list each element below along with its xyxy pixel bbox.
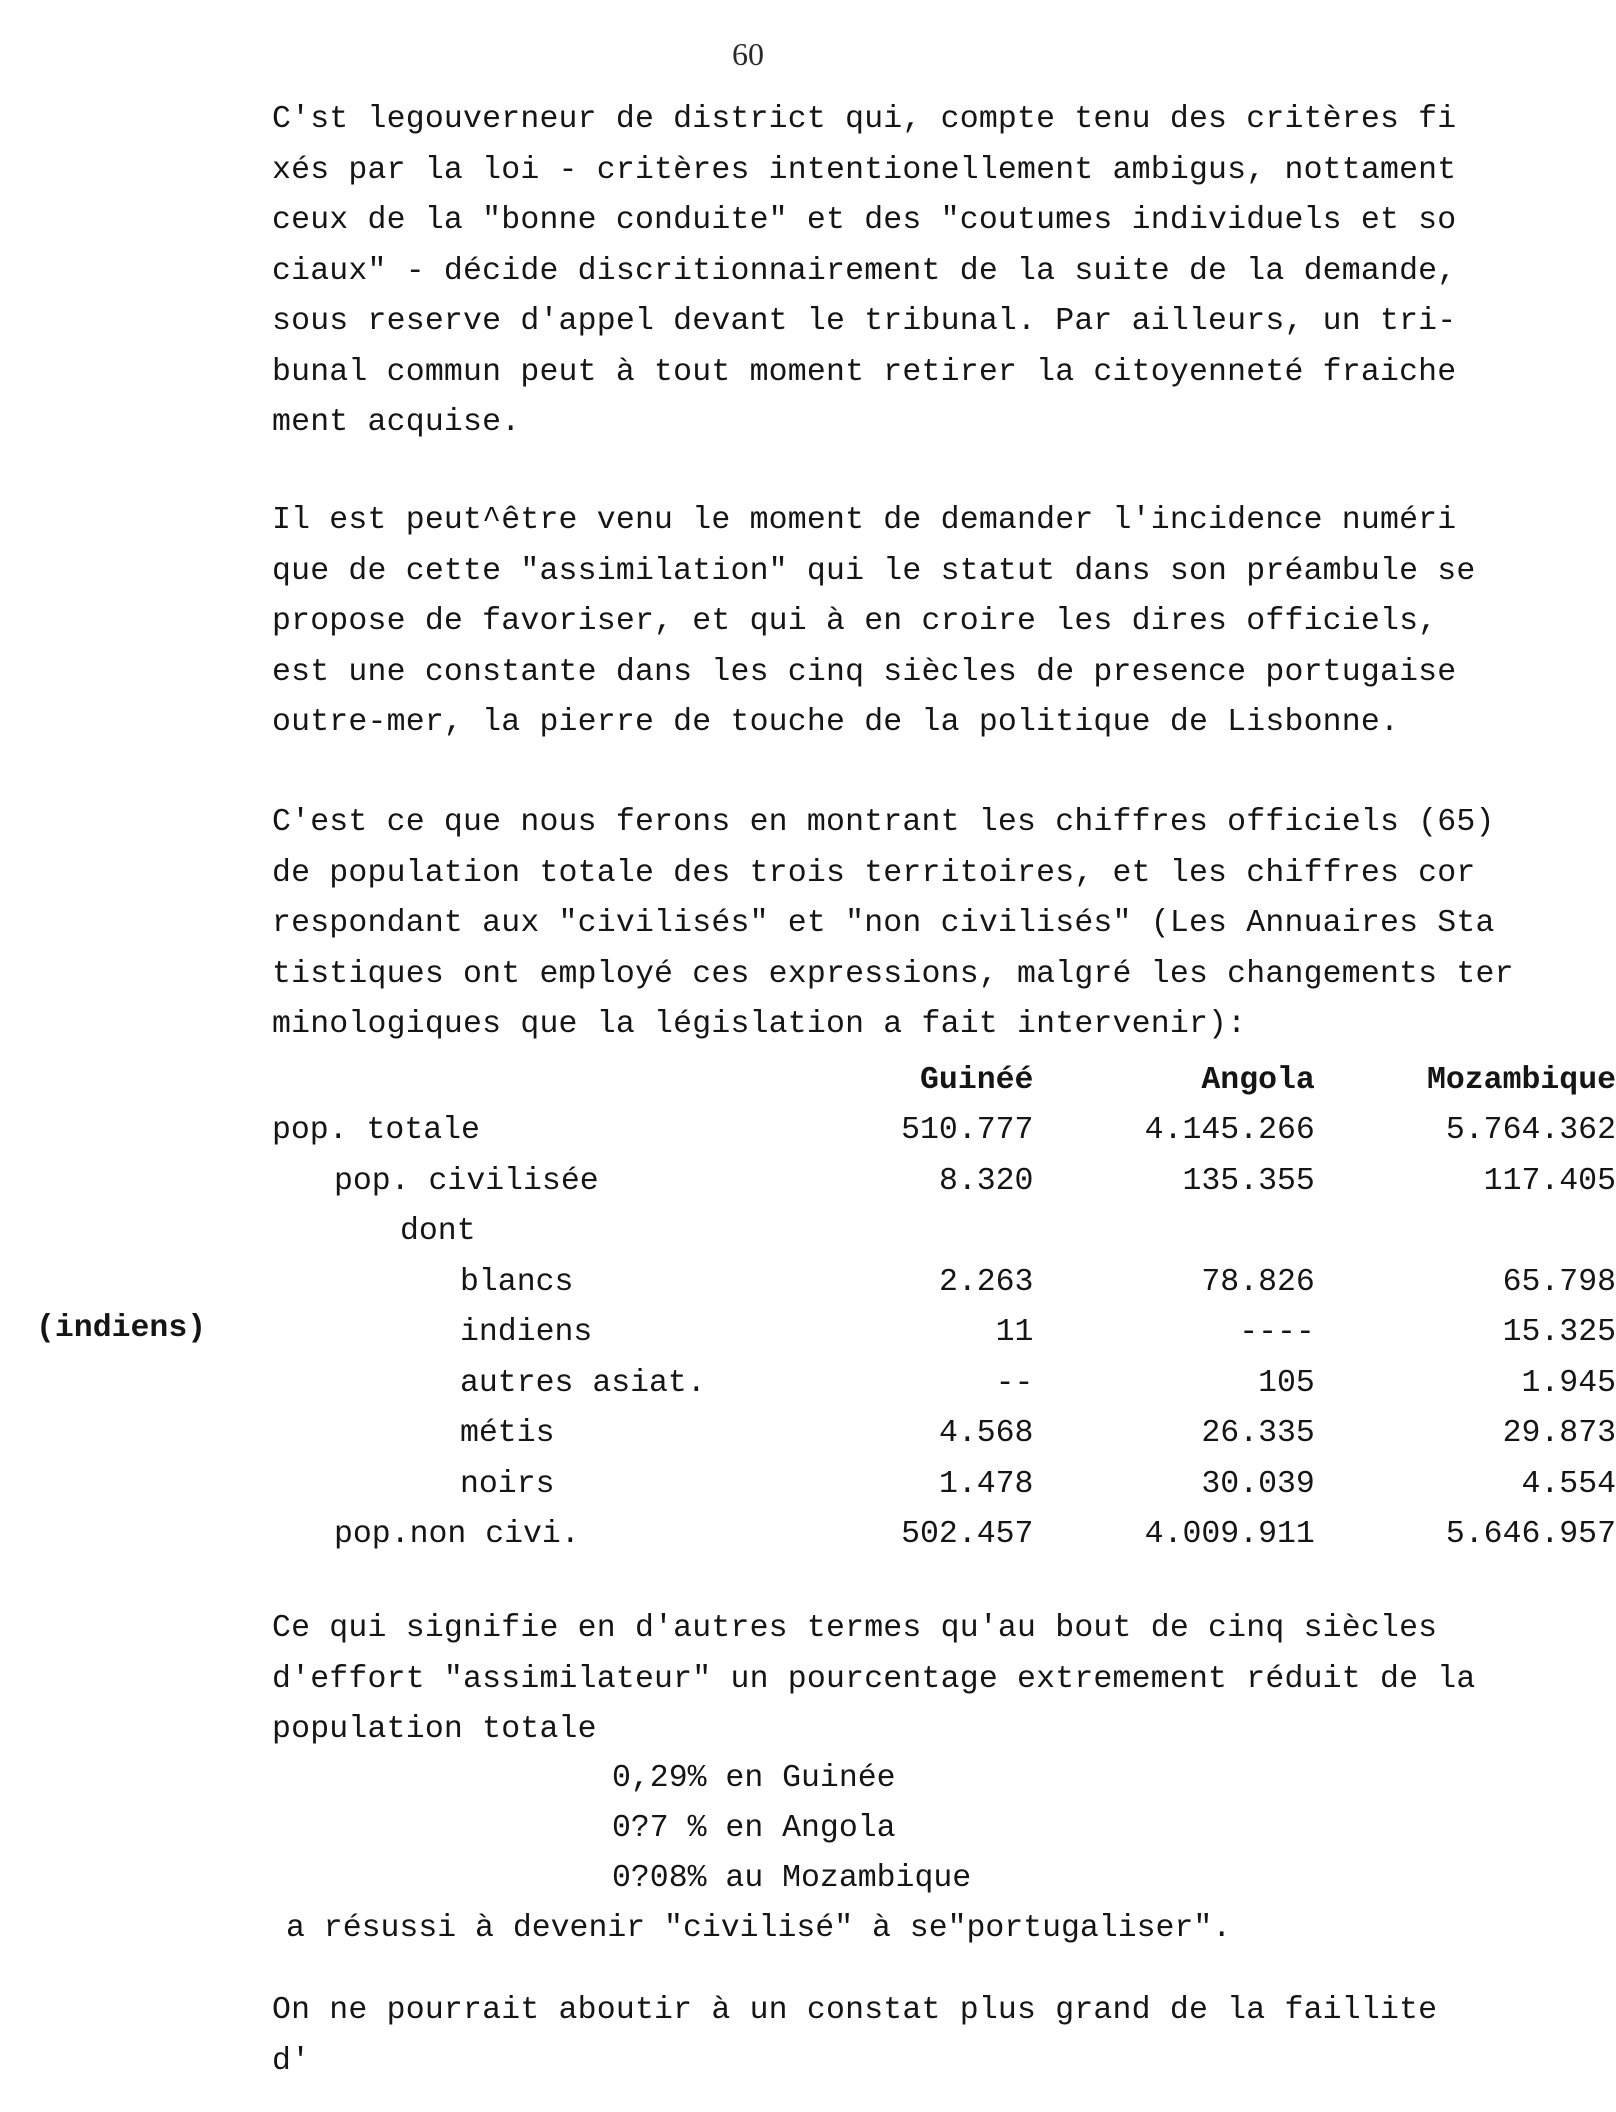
cell-mozambique <box>1315 1207 1616 1258</box>
paragraph-5 <box>272 1986 1592 2087</box>
table-row <box>272 1409 1616 1460</box>
cell-guinee: 11 <box>995 1315 1034 1351</box>
text-line: outre-mer, la pierre de touche de la politique de Lisbonne. <box>272 705 1400 740</box>
paragraph-2 <box>272 496 1592 749</box>
table-row <box>272 1156 1616 1207</box>
cell-mozambique: 15.325 <box>1502 1315 1616 1351</box>
text-line: d'effort "assimilateur" un pourcentage extremement réduit de la <box>272 1661 1476 1697</box>
table-row <box>272 1358 1616 1409</box>
text-line: ceux de la "bonne conduite" et des "coutumes individuels et so <box>272 203 1457 238</box>
row-label: pop. totale <box>272 1113 480 1149</box>
text-line: d' <box>272 2043 311 2079</box>
percentage-item: 0?7 % en Angola <box>612 1811 896 1846</box>
cell-mozambique: 5.646.957 <box>1445 1517 1616 1553</box>
cell-angola: 26.335 <box>1201 1416 1315 1452</box>
cell-guinee: 510.777 <box>901 1113 1034 1149</box>
text-line: ment acquise. <box>272 405 521 440</box>
table-row <box>272 1308 1616 1359</box>
text-line: est une constante dans les cinq siècles de presence portugaise <box>272 654 1457 690</box>
population-table <box>272 1055 1616 1560</box>
paragraph-3 <box>272 798 1592 1051</box>
text-line: Ce qui signifie en d'autres termes qu'au bout de cinq siècles <box>272 1611 1438 1646</box>
paragraph-1 <box>272 95 1592 449</box>
table-row <box>272 1207 1616 1258</box>
cell-guinee: 8.320 <box>938 1163 1034 1199</box>
row-label: pop.non civi. <box>334 1517 580 1553</box>
text-line: C'st legouverneur de district qui, compte tenu des critères fi <box>272 102 1457 137</box>
text-line: propose de favoriser, et qui à en croire les dires officiels, <box>272 604 1438 639</box>
row-label: pop. civilisée <box>334 1163 599 1199</box>
text-line: population totale <box>272 1712 597 1747</box>
text-line: respondant aux "civilisés" et "non civilisés" (Les Annuaires Sta <box>272 906 1495 941</box>
percentage-list <box>612 1754 971 1904</box>
cell-guinee: 502.457 <box>901 1517 1034 1553</box>
paragraph-4 <box>272 1604 1592 1756</box>
text-line: xés par la loi - critères intentionellement ambigus, nottament <box>272 152 1457 188</box>
cell-mozambique: 1.945 <box>1521 1365 1616 1401</box>
table-row <box>272 1106 1616 1157</box>
row-label: indiens <box>460 1315 593 1351</box>
cell-guinee: 1.478 <box>938 1466 1034 1502</box>
row-label: dont <box>400 1214 476 1250</box>
percentage-item: 0?08% au Mozambique <box>612 1861 972 1896</box>
cell-angola: 30.039 <box>1201 1466 1315 1502</box>
table-header: Angola <box>1201 1062 1315 1098</box>
percentage-item: 0,29% en Guinée <box>612 1761 896 1796</box>
text-line: On ne pourrait aboutir à un constat plus grand de la faillite <box>272 1993 1438 2028</box>
table-header-row <box>272 1055 1616 1106</box>
table-row <box>272 1257 1616 1308</box>
text-line: minologiques que la législation a fait intervenir): <box>272 1007 1247 1042</box>
paragraph-4-conclusion: a résussi à devenir "civilisé" à se"portugaliser". <box>286 1911 1232 1946</box>
row-label: autres asiat. <box>460 1365 706 1401</box>
cell-guinee: -- <box>995 1365 1034 1401</box>
cell-mozambique: 5.764.362 <box>1445 1113 1616 1149</box>
table-header: Mozambique <box>1426 1062 1616 1098</box>
cell-angola: 78.826 <box>1201 1264 1315 1300</box>
margin-annotation: (indiens) <box>36 1311 207 1346</box>
cell-angola: 4.145.266 <box>1144 1113 1315 1149</box>
text-line: ciaux" - décide discritionnairement de la suite de la demande, <box>272 253 1457 289</box>
cell-mozambique: 29.873 <box>1502 1416 1616 1452</box>
cell-guinee: 2.263 <box>938 1264 1034 1300</box>
text-line: Il est peut^être venu le moment de demander l'incidence numéri <box>272 503 1457 538</box>
table-row <box>272 1459 1616 1510</box>
cell-guinee <box>882 1207 1033 1258</box>
cell-angola: 4.009.911 <box>1144 1517 1315 1553</box>
text-line: tistiques ont employé ces expressions, malgré les changements ter <box>272 956 1514 992</box>
cell-mozambique: 4.554 <box>1521 1466 1616 1502</box>
cell-mozambique: 65.798 <box>1502 1264 1616 1300</box>
row-label: blancs <box>460 1264 574 1300</box>
row-label: noirs <box>460 1466 555 1502</box>
cell-angola <box>1033 1207 1314 1258</box>
table-row <box>272 1510 1616 1561</box>
text-line: bunal commun peut à tout moment retirer la citoyenneté fraiche <box>272 354 1457 390</box>
page-number: 60 <box>732 36 764 72</box>
text-line: C'est ce que nous ferons en montrant les chiffres officiels (65) <box>272 805 1495 840</box>
row-label: métis <box>460 1416 555 1452</box>
text-line: sous reserve d'appel devant le tribunal. Par ailleurs, un tri- <box>272 304 1457 339</box>
table-header <box>272 1055 882 1106</box>
cell-angola: ---- <box>1239 1315 1315 1351</box>
text-line: de population totale des trois territoires, et les chiffres cor <box>272 855 1476 891</box>
cell-mozambique: 117.405 <box>1483 1163 1616 1199</box>
cell-angola: 105 <box>1258 1365 1315 1401</box>
table-header: Guinéé <box>920 1062 1034 1098</box>
cell-angola: 135.355 <box>1182 1163 1315 1199</box>
cell-guinee: 4.568 <box>938 1416 1034 1452</box>
text-line: que de cette "assimilation" qui le statut dans son préambule se <box>272 553 1476 589</box>
